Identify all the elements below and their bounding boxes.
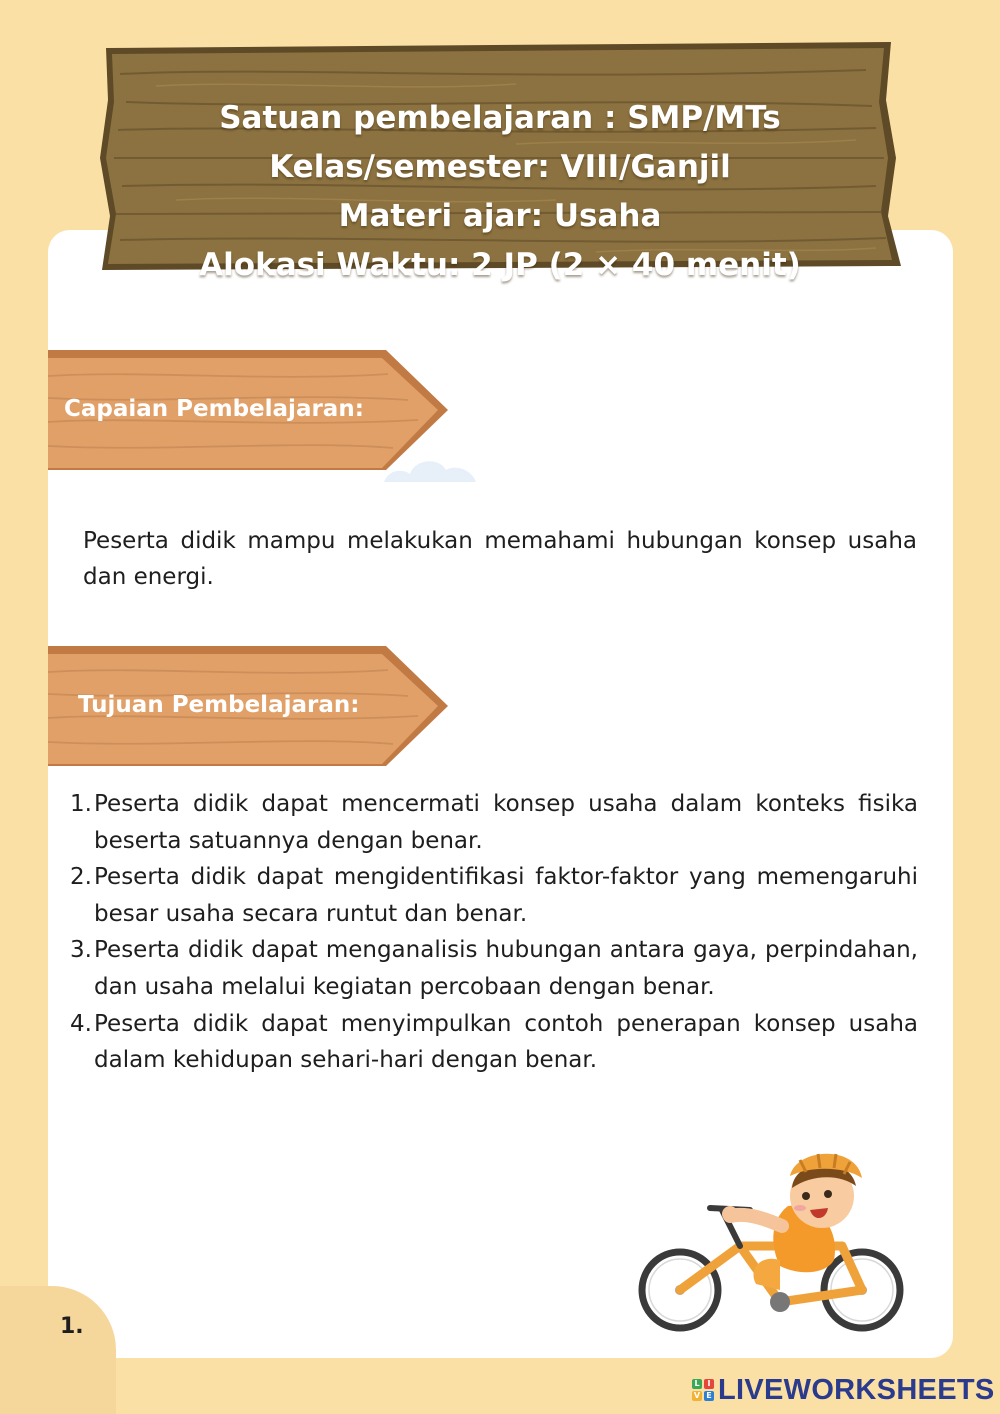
tujuan-title: Tujuan Pembelajaran: [78,692,360,718]
list-item-number: 1. [70,791,92,817]
list-item-text: Peserta didik dapat mencermati konsep usaha dalam konteks fisika beserta satuannya dengan benar. [94,791,918,854]
list-item-text: Peserta didik dapat menganalisis hubungan antara gaya, perpindahan, dan usaha melalui kegiatan percobaan dengan benar. [94,937,918,1000]
header-wood-sign [96,40,904,283]
list-item-number: 3. [70,937,92,964]
capaian-title: Capaian Pembelajaran: [64,396,364,422]
tujuan-arrow-sign [48,646,448,766]
header-line-material: Materi ajar: Usaha [338,198,662,234]
page-number-badge [0,1286,116,1414]
list-item [70,859,918,932]
header-line-class: Kelas/semester: VIII/Ganjil [269,149,731,185]
cloud-decoration [380,452,480,482]
list-item-text: Peserta didik dapat menyimpulkan contoh penerapan konsep usaha dalam kehidupan sehari-hari dengan benar. [94,1010,918,1074]
page-number: 1. [60,1314,84,1339]
objectives-list [70,786,918,1079]
liveworksheets-logo-icon: L I V E [692,1379,714,1401]
list-item-text: Peserta didik dapat mengidentifikasi faktor-faktor yang memengaruhi besar usaha secara runtut dan benar. [94,864,918,927]
list-item [70,786,918,859]
liveworksheets-brand[interactable] [692,1372,995,1408]
capaian-text: Peserta didik mampu melakukan memahami hubungan konsep usaha dan energi. [83,528,917,590]
list-item [70,932,918,1005]
cyclist-illustration [630,1150,910,1360]
header-line-time: Alokasi Waktu: 2 JP (2 × 40 menit) [199,247,801,283]
list-item-number: 2. [70,864,92,891]
header-line-unit: Satuan pembelajaran : SMP/MTs [219,100,781,136]
brand-name: LIVEWORKSHEETS [718,1373,995,1406]
list-item [70,1006,918,1079]
header-text [96,94,904,290]
list-item-number: 4. [70,1010,92,1037]
